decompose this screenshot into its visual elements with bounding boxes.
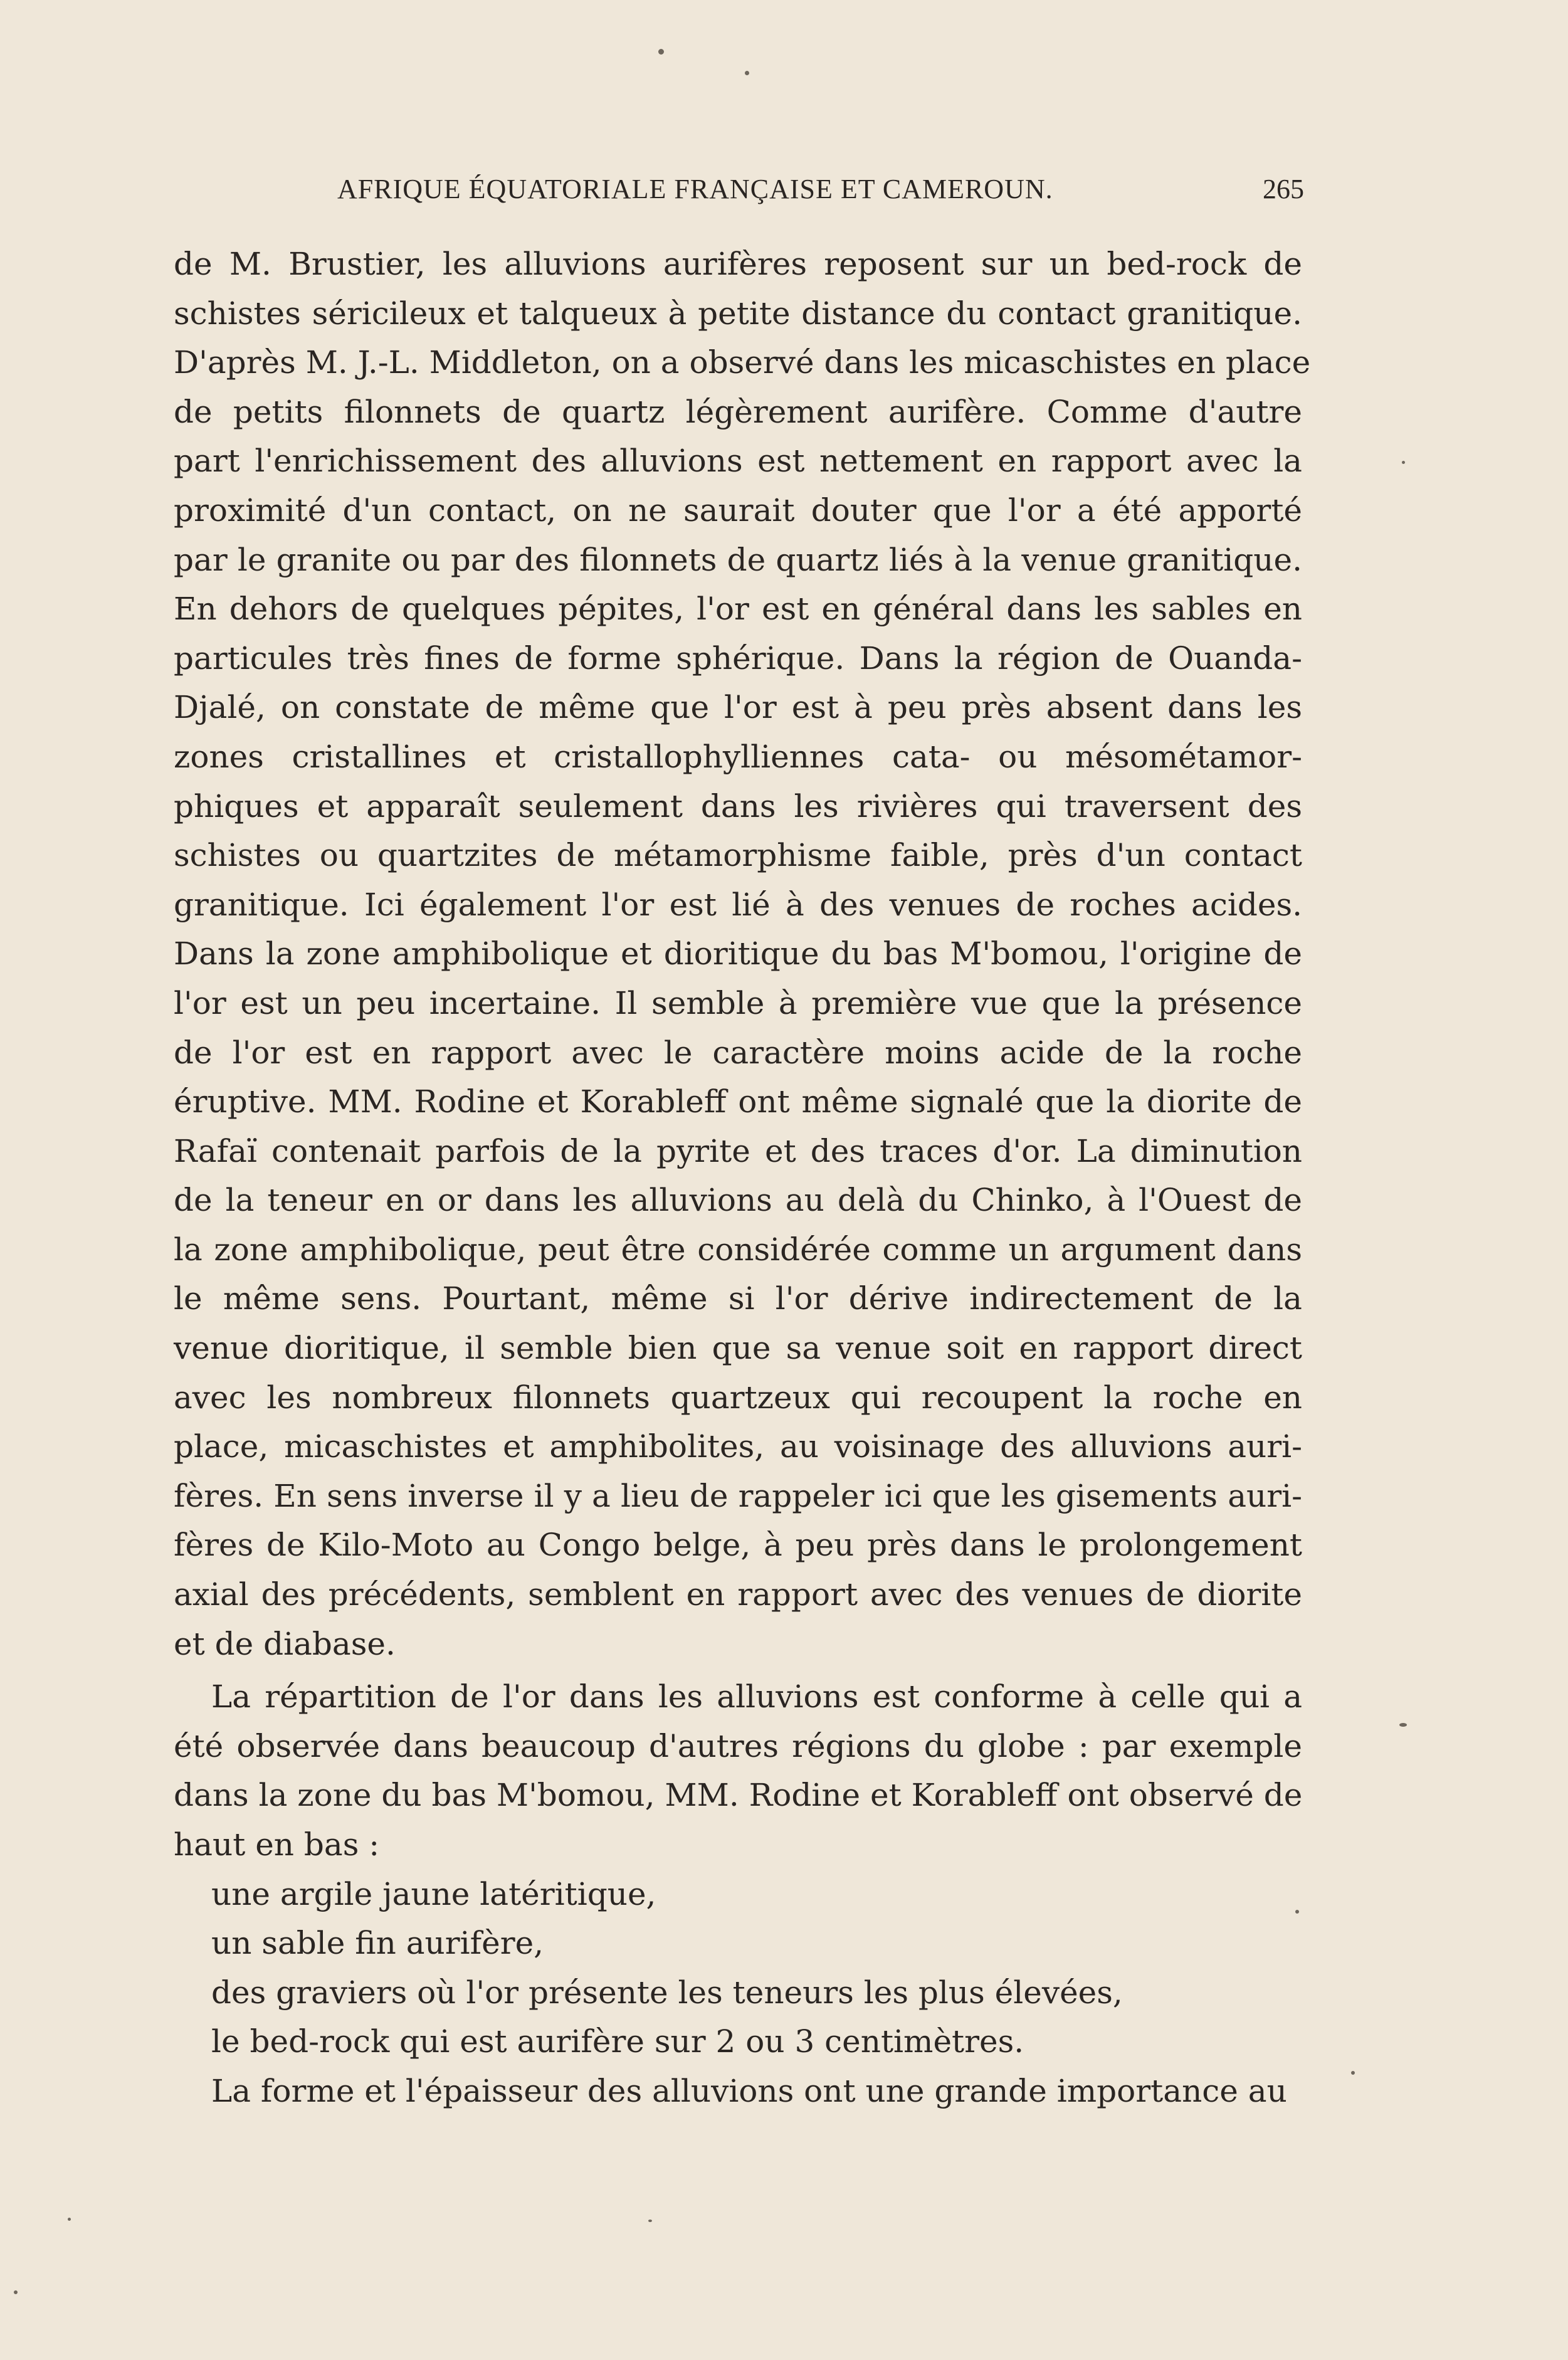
text-line: place, micaschistes et amphibolites, au voisinage des alluvions auri- [174,1428,1302,1465]
text-line: haut en bas : [174,1826,380,1863]
text-line: avec les nombreux filonnets quartzeux qui recoupent la roche en [174,1379,1302,1416]
list-item: un sable fin aurifère, [211,1925,544,1962]
text-line: Djalé, on constate de même que l'or est à peu près absent dans les [174,689,1302,726]
paper-speck [1402,461,1405,464]
list-item: des graviers où l'or présente les teneurs les plus élevées, [211,1974,1123,2011]
text-line: de M. Brustier, les alluvions aurifères reposent sur un bed-rock de [174,246,1302,282]
paper-speck [1351,2071,1355,2075]
text-line: le même sens. Pourtant, même si l'or dérive indirectement de la [174,1280,1302,1317]
paper-speck [658,49,664,55]
text-line: dans la zone du bas M'bomou, MM. Rodine et Korableff ont observé de [174,1777,1303,1814]
text-line: fères. En sens inverse il y a lieu de rappeler ici que les gisements auri- [174,1477,1302,1514]
text-line: particules très fines de forme sphérique. Dans la région de Ouanda- [174,640,1302,677]
text-line: part l'enrichissement des alluvions est nettement en rapport avec la [174,443,1302,480]
text-line: Dans la zone amphibolique et dioritique du bas M'bomou, l'origine de [174,935,1302,972]
text-line: de la teneur en or dans les alluvions au delà du Chinko, à l'Ouest de [174,1182,1302,1219]
text-line: zones cristallines et cristallophylliennes cata- ou mésométamor- [174,738,1302,775]
text-line: Rafaï contenait parfois de la pyrite et des traces d'or. La diminution [174,1132,1302,1169]
text-line: schistes séricileux et talqueux à petite distance du contact granitique. [174,295,1302,332]
paragraphs [174,240,1311,1870]
text-line: La répartition de l'or dans les alluvions est conforme à celle qui a [211,1678,1302,1715]
page-header [176,169,1304,219]
text-line: la zone amphibolique, peut être considérée comme un argument dans [174,1231,1302,1268]
text-line: été observée dans beaucoup d'autres régions du globe : par exemple [174,1727,1302,1764]
page-number: 265 [1263,174,1304,204]
text-line: fères de Kilo-Moto au Congo belge, à peu près dans le prolongement [174,1527,1302,1564]
paper-speck [1399,1723,1407,1727]
final-line: La forme et l'épaisseur des alluvions ont une grande importance au [211,2072,1287,2109]
text-line: et de diabase. [174,1625,396,1662]
text-line: proximité d'un contact, on ne saurait douter que l'or a été apporté [174,492,1302,529]
text-line: par le granite ou par des filonnets de quartz liés à la venue granitique. [174,541,1302,578]
paper-speck [68,2218,71,2221]
page-body [174,240,1311,2116]
list-item: le bed-rock qui est aurifère sur 2 ou 3 centimètres. [211,2023,1024,2060]
text-line: l'or est un peu incertaine. Il semble à première vue que la présence [174,984,1302,1021]
text-line: D'après M. J.-L. Middleton, on a observé dans les micaschistes en place [174,344,1311,381]
text-line: de petits filonnets de quartz légèrement aurifère. Comme d'autre [174,393,1302,430]
paper-speck [648,2220,652,2222]
paper-speck [14,2290,18,2294]
text-line: En dehors de quelques pépites, l'or est en général dans les sables en [174,591,1302,628]
text-line: phiques et apparaît seulement dans les rivières qui traversent des [174,788,1302,824]
text-line: éruptive. MM. Rodine et Korableff ont même signalé que la diorite de [174,1083,1302,1120]
text-line: venue dioritique, il semble bien que sa venue soit en rapport direct [174,1330,1302,1367]
text-line: schistes ou quartzites de métamorphisme faible, près d'un contact [174,837,1302,874]
text-line: de l'or est en rapport avec le caractère moins acide de la roche [174,1034,1302,1071]
paper-speck [745,71,749,75]
text-line: axial des précédents, semblent en rapport avec des venues de diorite [174,1576,1302,1613]
running-title: AFRIQUE ÉQUATORIALE FRANÇAISE ET CAMEROUN. [337,174,1053,204]
text-line: granitique. Ici également l'or est lié à des venues de roches acides. [174,886,1302,923]
list-item: une argile jaune latéritique, [211,1875,656,1912]
stratigraphy-list [174,1870,1302,2067]
